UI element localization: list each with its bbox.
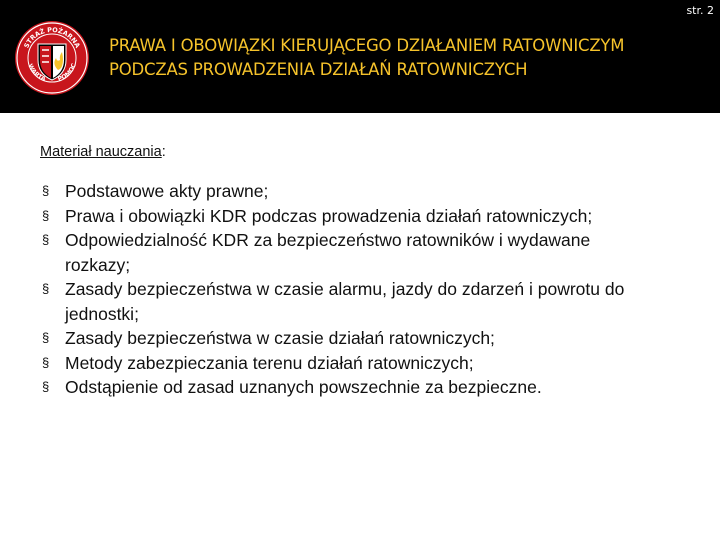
bullet-icon: § bbox=[42, 330, 50, 345]
slide-content bbox=[0, 113, 720, 540]
bullet-icon: § bbox=[42, 207, 50, 223]
list-item: § Odpowiedzialność KDR za bezpieczeństwo ratowników i wydawane rozkazy; bbox=[42, 230, 591, 275]
bullet-icon: § bbox=[42, 183, 50, 198]
slide-title-line-1: PRAWA I OBOWIĄZKI KIERUJĄCEGO DZIAŁANIEM RATOWNICZYM bbox=[109, 36, 625, 55]
logo-right-text: POMOC bbox=[56, 62, 78, 84]
slide-title bbox=[109, 34, 689, 82]
logo-top-text: STRAŻ POŻARNA bbox=[22, 25, 82, 50]
list-item: § Zasady bezpieczeństwa w czasie alarmu, jazdy do zdarzeń i powrotu do jednostki; bbox=[42, 279, 625, 324]
list-item: § Metody zabezpieczania terenu działań ratowniczych; bbox=[40, 351, 660, 376]
section-label-suffix: : bbox=[161, 144, 166, 160]
logo-left-text: WARTA bbox=[26, 62, 47, 83]
list-item: § Podstawowe akty prawne; bbox=[40, 179, 660, 204]
topics-list bbox=[40, 179, 660, 400]
list-item: § Zasady bezpieczeństwa w czasie działań ratowniczych; bbox=[40, 326, 660, 351]
fire-brigade-logo bbox=[14, 20, 90, 96]
page-number: str. 2 bbox=[686, 4, 714, 17]
section-label-text: Materiał nauczania bbox=[40, 144, 162, 160]
slide-header bbox=[0, 0, 720, 113]
bullet-icon: § bbox=[42, 354, 50, 370]
bullet-icon: § bbox=[42, 379, 50, 394]
list-item: § Odstąpienie od zasad uznanych powszechnie za bezpieczne. bbox=[40, 375, 660, 400]
section-label bbox=[40, 144, 166, 160]
list-item: § Prawa i obowiązki KDR podczas prowadzenia działań ratowniczych; bbox=[40, 204, 660, 229]
bullet-icon: § bbox=[42, 281, 50, 296]
slide-title-line-2: PODCZAS PROWADZENIA DZIAŁAŃ RATOWNICZYCH bbox=[109, 60, 528, 79]
bullet-icon: § bbox=[42, 232, 50, 247]
